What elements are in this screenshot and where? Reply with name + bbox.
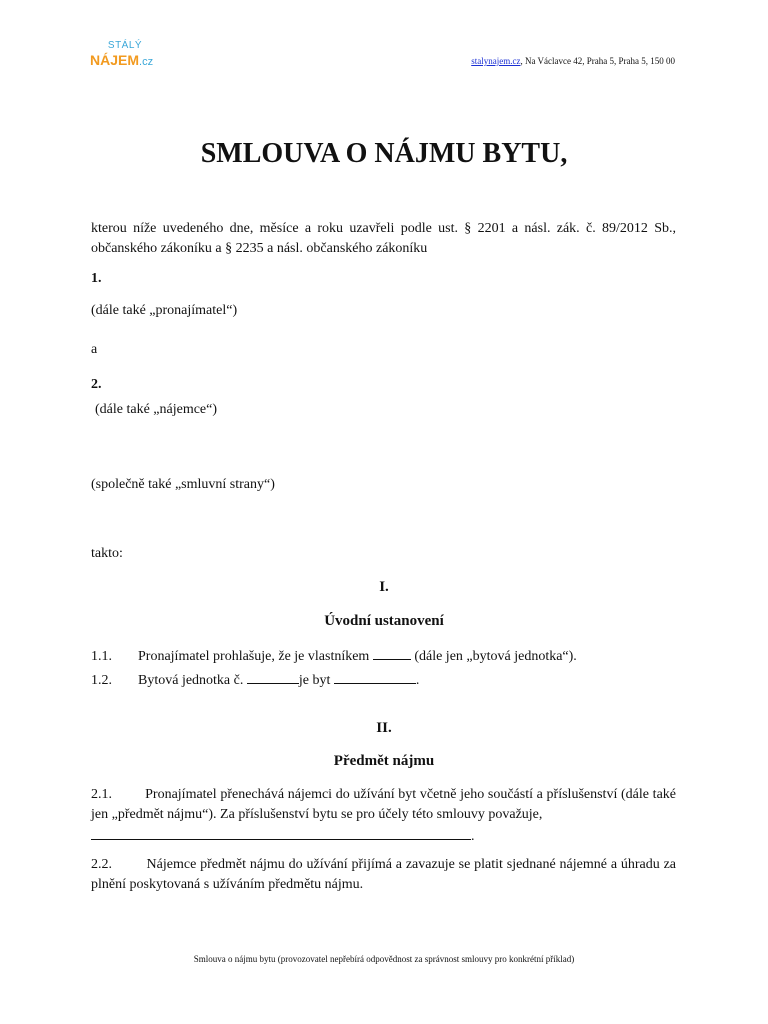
page-footer: Smlouva o nájmu bytu (provozovatel nepřebírá odpovědnost za správnost smlouvy pro konkrétní příklad) — [193, 954, 575, 964]
party2-note: (dále také „nájemce“) — [95, 402, 218, 417]
address-text: , Na Václavce 42, Praha 5, Praha 5, 150 00 — [520, 56, 675, 66]
section2-numeral: II. — [376, 720, 392, 736]
clause-number: 1.1. — [91, 649, 112, 664]
clause-number: 2.1. — [91, 787, 112, 802]
clause-1-1: 1.1. Pronajímatel prohlašuje, že je vlastníkem (dále jen „bytová jednotka“). — [91, 645, 676, 667]
blank-line[interactable] — [247, 669, 299, 684]
party1-note: (dále také „pronajímatel“) — [91, 303, 238, 318]
clause-1-2: 1.2. Bytová jednotka č. je byt . — [91, 669, 676, 691]
section1-heading: Úvodní ustanovení — [324, 613, 444, 629]
blank-line[interactable] — [373, 645, 411, 660]
parties-note: (společně také „smluvní strany“) — [91, 477, 275, 492]
section1-numeral: I. — [379, 579, 389, 595]
clause-2-2: 2.2. Nájemce předmět nájmu do užívání přijímá a zavazuje se platit sjednané nájemné a úhradu za plnění poskytovaná s užíváním předmětu nájmu. — [91, 857, 677, 892]
takto-text: takto: — [91, 546, 123, 561]
clause-number: 1.2. — [91, 673, 112, 688]
clause-2-1: 2.1. Pronajímatel přenechává nájemci do užívání byt včetně jeho součástí a příslušenství (dále také jen „předmět nájmu“). Za příslušenství bytu se pro účely této smlouvy považuje, — [91, 787, 676, 822]
section2-heading: Předmět nájmu — [333, 753, 435, 769]
party1-number: 1. — [91, 271, 102, 286]
party2-number: 2. — [91, 377, 102, 392]
logo[interactable] — [90, 40, 160, 70]
blank-line[interactable] — [91, 825, 471, 840]
document-title: SMLOUVA O NÁJMU BYTU, — [200, 138, 568, 169]
and-word: a — [91, 342, 98, 357]
clause-2-1-line: . — [91, 825, 676, 847]
logo-main-text: NÁJEM.cz — [90, 52, 154, 68]
intro-paragraph: kterou níže uvedeného dne, měsíce a roku uzavřeli podle ust. § 2201 a násl. zák. č. 89/2012 Sb., občanského zákoníku a § 2235 a násl. občanského zákoníku — [91, 221, 676, 256]
blank-line[interactable] — [334, 669, 416, 684]
website-link[interactable]: stalynajem.cz — [471, 56, 521, 66]
header-contact — [471, 55, 675, 67]
clause-number: 2.2. — [91, 857, 112, 872]
logo-top-text: STÁLÝ — [107, 40, 143, 51]
